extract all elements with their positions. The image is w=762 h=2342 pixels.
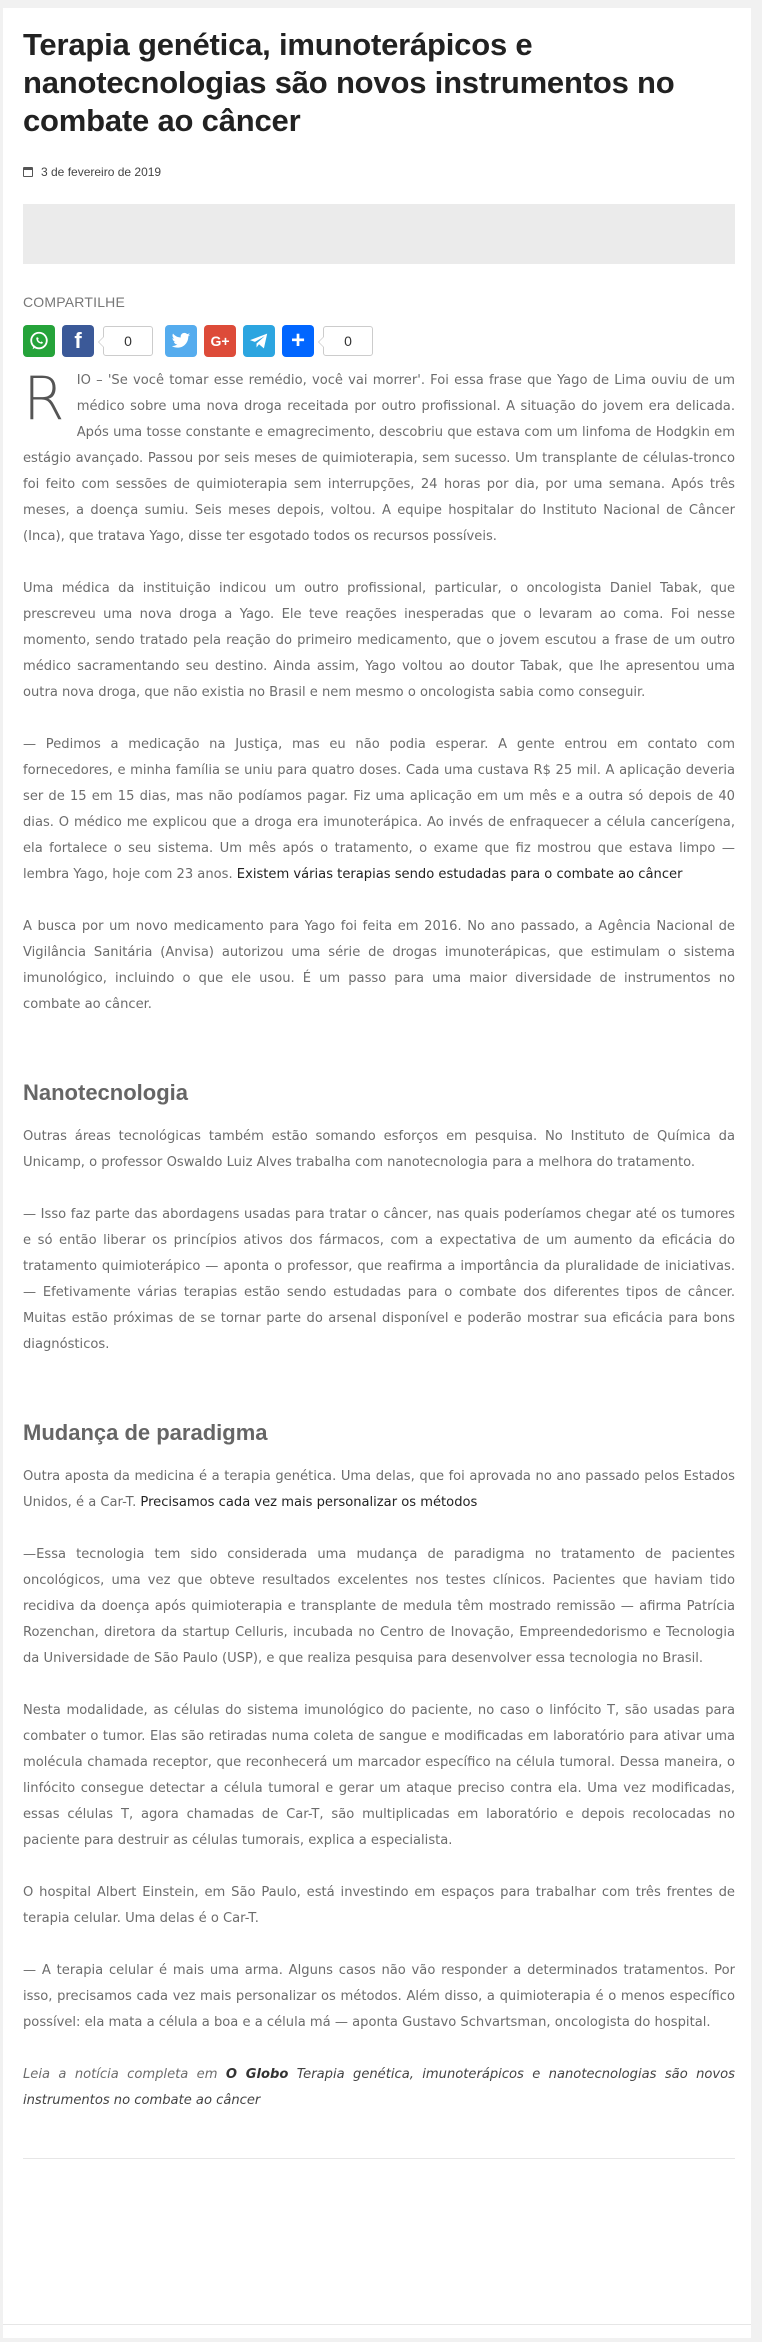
plus-icon: + bbox=[290, 327, 305, 354]
paragraph: Outra aposta da medicina é a terapia genética. Uma delas, que foi aprovada no ano passado pelos Estados Unidos, é a Car-T. Precisamos cada vez mais personalizar os métodos bbox=[23, 1469, 735, 1510]
divider bbox=[23, 2158, 735, 2159]
article-content bbox=[23, 26, 735, 2159]
total-share-count: 0 bbox=[323, 326, 373, 356]
paragraph: A busca por um novo medicamento para Yago foi feita em 2016. No ano passado, a Agência Nacional de Vigilância Sanitária (Anvisa) autorizou uma série de drogas imunoterápicas, que estimulam o sistema imunológico, incluindo o que ele usou. É um passo para uma maior diversidade de instrumentos no combate ao câncer. bbox=[23, 919, 735, 1012]
addtoany-share-button[interactable] bbox=[282, 325, 314, 357]
paragraph: — Pedimos a medicação na Justiça, mas eu não podia esperar. A gente entrou em contato com fornecedores, e minha família se uniu para quatro doses. Cada uma custava R$ 25 mil. A aplicação deveria ser de 15 em 15 dias, mas não podíamos pagar. Fiz uma aplicação em um mês e a outra só depois de 40 dias. O médico me explicou que a droga era imunoterápica. Ao invés de enfraquecer a célula cancerígena, ela fortalece o seu sistema. Um mês após o tratamento, o exame que fiz mostrou que estava limpo — lembra Yago, hoje com 23 anos. Existem várias terapias sendo estudadas para o combate ao câncer bbox=[23, 737, 735, 882]
share-label: COMPARTILHE bbox=[23, 294, 126, 310]
article-card bbox=[3, 8, 751, 2338]
ad-placeholder bbox=[23, 204, 735, 264]
whatsapp-share-button[interactable] bbox=[23, 325, 55, 357]
twitter-share-button[interactable] bbox=[165, 325, 197, 357]
google-plus-share-button[interactable] bbox=[204, 325, 236, 357]
related-article-link[interactable]: Existem várias terapias sendo estudadas para o combate ao câncer bbox=[236, 867, 683, 882]
telegram-share-button[interactable] bbox=[243, 325, 275, 357]
article-title: Terapia genética, imunoterápicos e nanotecnologias são novos instrumentos no combate ao câncer bbox=[23, 27, 675, 138]
paragraph: —Essa tecnologia tem sido considerada uma mudança de paradigma no tratamento de pacientes oncológicos, uma vez que obteve resultados excelentes nos testes clínicos. Pacientes que haviam tido recidiva da doença após quimioterapia e transplante de medula têm mostrado remissão — afirma Patrícia Rozenchan, diretora da startup Celluris, incubada no Centro de Inovação, Empreendedorismo e Tecnologia da Universidade de São Paulo (USP), e que realiza pesquisa para desenvolver essa tecnologia no Brasil. bbox=[23, 1547, 735, 1666]
facebook-share-count: 0 bbox=[103, 326, 153, 356]
paragraph: Outras áreas tecnológicas também estão somando esforços em pesquisa. No Instituto de Química da Unicamp, o professor Oswaldo Luiz Alves trabalha com nanotecnologia para a melhora do tratamento. bbox=[23, 1129, 735, 1170]
article-body bbox=[23, 364, 735, 2114]
paragraph: RIO – 'Se você tomar esse remédio, você vai morrer'. Foi essa frase que Yago de Lima ouviu de um médico sobre uma nova droga receitada por outro profissional. A situação do jovem era delicada. Após uma tosse constante e emagrecimento, descobriu que estava com um linfoma de Hodgkin em estágio avançado. Passou por seis meses de quimioterapia, sem sucesso. Um transplante de células-tronco foi feito com sessões de quimioterapia sem interrupções, 24 horas por dia, por uma semana. Após três meses, a doença sumiu. Seis meses depois, voltou. A equipe hospitalar do Instituto Nacional de Câncer (Inca), que tratava Yago, disse ter esgotado todos os recursos possíveis. bbox=[23, 364, 735, 544]
date-text: 3 de fevereiro de 2019 bbox=[41, 165, 162, 179]
whatsapp-icon bbox=[28, 330, 50, 352]
drop-cap: R bbox=[23, 364, 65, 434]
divider bbox=[3, 2324, 751, 2325]
paragraph: O hospital Albert Einstein, em São Paulo, está investindo em espaços para trabalhar com três frentes de terapia celular. Uma delas é o Car-T. bbox=[23, 1885, 735, 1926]
paragraph: — A terapia celular é mais uma arma. Alguns casos não vão responder a determinados tratamentos. Por isso, precisamos cada vez mais personalizar os métodos. Além disso, a quimioterapia é o menos específico possível: ela mata a célula a boa e a célula má — aponta Gustavo Schvartsman, oncologista do hospital. bbox=[23, 1963, 735, 2030]
paragraph: Nesta modalidade, as células do sistema imunológico do paciente, no caso o linfócito T, são usadas para combater o tumor. Elas são retiradas numa coleta de sangue e modificadas em laboratório para ativar uma molécula chamada receptor, que reconhecerá um marcador específico na célula tumoral. Dessa maneira, o linfócito consegue detectar a célula tumoral e gerar um ataque preciso contra ela. Uma vez modificadas, essas células T, agora chamadas de Car-T, são multiplicadas em laboratório e depois recolocadas no paciente para destruir as células tumorais, explica a especialista. bbox=[23, 1703, 735, 1848]
google-plus-icon: G+ bbox=[210, 333, 230, 349]
calendar-icon bbox=[23, 167, 33, 177]
article-date bbox=[23, 164, 735, 180]
source-link[interactable]: O Globo Terapia genética, imunoterápicos e nanotecnologias são novos instrumentos no combate ao câncer bbox=[23, 2067, 735, 2108]
source-note: Leia a notícia completa em O Globo Terapia genética, imunoterápicos e nanotecnologias são novos instrumentos no combate ao câncer bbox=[23, 2067, 735, 2108]
twitter-icon bbox=[171, 332, 191, 350]
paragraph: Uma médica da instituição indicou um outro profissional, particular, o oncologista Daniel Tabak, que prescreveu uma nova droga a Yago. Ele teve reações inesperadas que o levaram ao coma. Foi nesse momento, sendo tratado pela reação do primeiro medicamento, que o jovem escutou a frase de um outro médico sacramentando seu destino. Ainda assim, Yago voltou ao doutor Tabak, que lhe apresentou uma outra nova droga, que não existia no Brasil e nem mesmo o oncologista sabia como conseguir. bbox=[23, 581, 735, 700]
paragraph: — Isso faz parte das abordagens usadas para tratar o câncer, nas quais poderíamos chegar até os tumores e só então liberar os princípios ativos dos fármacos, com a expectativa de um aumento da eficácia do tratamento quimioterápico — aponta o professor, que reafirma a importância da pluralidade de iniciativas. — Efetivamente várias terapias estão sendo estudadas para o combate dos diferentes tipos de câncer. Muitas estão próximas de se tornar parte do arsenal disponível e poderão mostrar sua eficácia para bons diagnósticos. bbox=[23, 1207, 735, 1352]
section-heading-mudanca: Mudança de paradigma bbox=[23, 1420, 268, 1445]
section-heading-nanotecnologia: Nanotecnologia bbox=[23, 1080, 189, 1105]
related-article-link[interactable]: Precisamos cada vez mais personalizar os métodos bbox=[140, 1495, 478, 1510]
share-buttons bbox=[23, 324, 735, 358]
facebook-share-button[interactable] bbox=[62, 325, 94, 357]
telegram-icon bbox=[249, 332, 269, 350]
facebook-icon: f bbox=[74, 328, 82, 353]
